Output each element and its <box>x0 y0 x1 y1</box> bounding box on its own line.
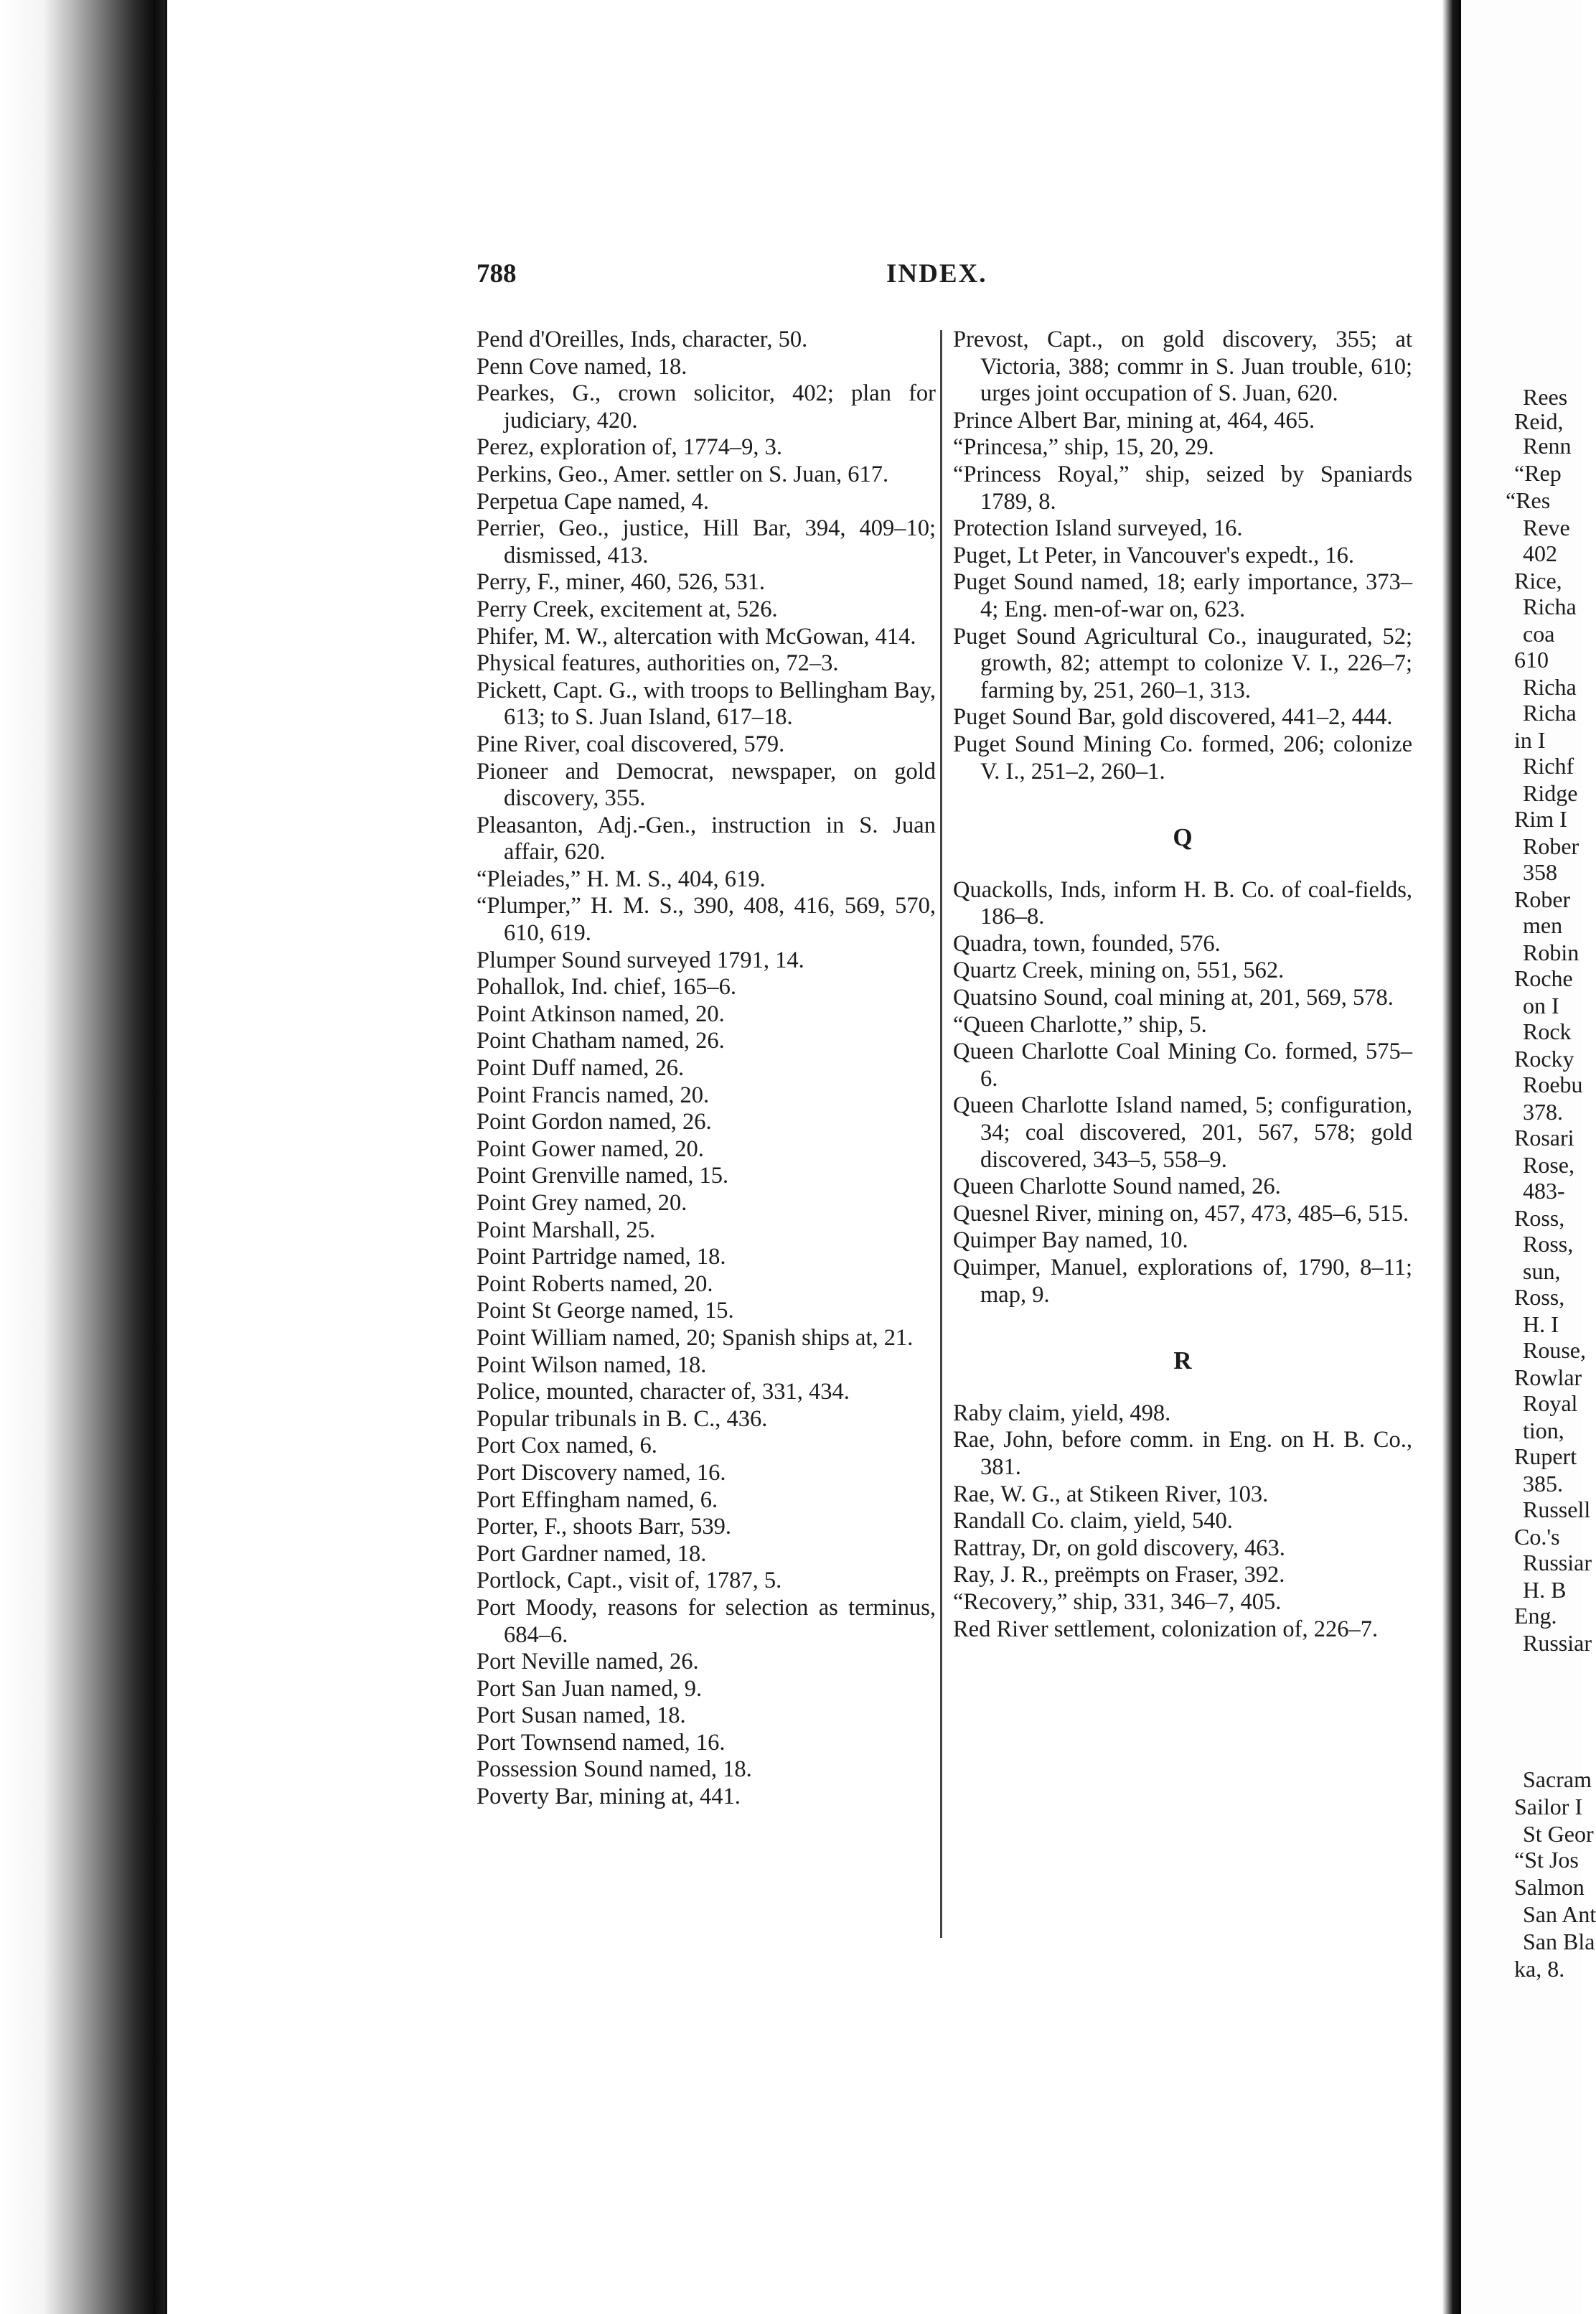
index-entry: Portlock, Capt., visit of, 1787, 5. <box>477 1568 782 1594</box>
index-entry: Ray, J. R., preëmpts on Fraser, 392. <box>953 1562 1285 1588</box>
adjacent-page-word: Salmon <box>1514 1874 1585 1900</box>
adjacent-page-word: Rowlar <box>1514 1364 1582 1390</box>
adjacent-page-word: coa <box>1523 621 1555 647</box>
adjacent-page-word: Reve <box>1523 515 1570 540</box>
adjacent-page-word: 483- <box>1523 1178 1565 1204</box>
index-entry: Queen Charlotte Island named, 5; configuration, 34; coal discovered, 201, 567, 578; gold discovered, 343–5, 558–9. <box>953 1092 1412 1173</box>
adjacent-page-word: H. I <box>1523 1311 1559 1337</box>
index-entry: Perrier, Geo., justice, Hill Bar, 394, 409–10; dismissed, 413. <box>477 515 936 568</box>
adjacent-page-word: Renn <box>1523 433 1572 459</box>
index-entry: Point Gower named, 20. <box>477 1135 704 1162</box>
adjacent-page-word: 385. <box>1523 1471 1563 1496</box>
adjacent-page-word: 402 <box>1523 540 1557 566</box>
adjacent-page-word: San Ant <box>1523 1901 1596 1927</box>
index-entry: Point Francis named, 20. <box>477 1082 710 1108</box>
index-entry: Point Grenville named, 15. <box>477 1163 729 1189</box>
adjacent-page-word: Rose, <box>1523 1152 1574 1178</box>
adjacent-page-word: “Res <box>1506 487 1551 513</box>
adjacent-page-word: Robin <box>1523 940 1579 965</box>
index-entry: Quartz Creek, mining on, 551, 562. <box>953 957 1285 984</box>
book-spine-shadow <box>0 0 165 2314</box>
adjacent-page-fragment <box>1461 0 1596 2314</box>
index-entry: Perkins, Geo., Amer. settler on S. Juan, 617. <box>477 461 889 487</box>
index-entry: Perry Creek, excitement at, 526. <box>477 596 778 622</box>
adjacent-page-word: Eng. <box>1514 1603 1557 1629</box>
adjacent-page-word: men <box>1523 912 1563 938</box>
index-entry: Poverty Bar, mining at, 441. <box>477 1784 741 1810</box>
section-letter-r: R <box>1173 1346 1192 1375</box>
index-entry: “Recovery,” ship, 331, 346–7, 405. <box>953 1588 1282 1615</box>
index-entry: Pleasanton, Adj.-Gen., instruction in S. Juan affair, 620. <box>477 812 936 866</box>
index-entry: “Pleiades,” H. M. S., 404, 619. <box>477 866 766 892</box>
adjacent-page-word: Ross, <box>1514 1284 1565 1310</box>
index-entry: Port Moody, reasons for selection as terminus, 684–6. <box>477 1594 936 1648</box>
index-entry: Port Discovery named, 16. <box>477 1459 726 1486</box>
index-entry: Red River settlement, colonization of, 226–7. <box>953 1616 1379 1642</box>
adjacent-page-word: “Rep <box>1514 460 1562 486</box>
index-entry: Quadra, town, founded, 576. <box>953 930 1221 957</box>
page-number: 788 <box>477 259 517 289</box>
index-entry: Plumper Sound surveyed 1791, 14. <box>477 947 804 973</box>
index-entry: Rae, John, before comm. in Eng. on H. B. Co., 381. <box>953 1427 1412 1480</box>
index-entry: Port San Juan named, 9. <box>477 1675 703 1702</box>
index-entry: Prince Albert Bar, mining at, 464, 465. <box>953 407 1315 434</box>
adjacent-page-word: Co.'s <box>1514 1524 1560 1550</box>
index-entry: Quimper Bay named, 10. <box>953 1227 1188 1254</box>
index-entry: Puget Sound named, 18; early importance, 373–4; Eng. men-of-war on, 623. <box>953 569 1412 622</box>
adjacent-page-word: Reid, <box>1514 408 1564 434</box>
index-column-right <box>953 327 1412 1643</box>
adjacent-page-word: ka, 8. <box>1514 1956 1565 1982</box>
index-entry: Queen Charlotte Sound named, 26. <box>953 1174 1281 1200</box>
index-entry: Phifer, M. W., altercation with McGowan, 414. <box>477 623 916 650</box>
adjacent-page-word: Rock <box>1523 1018 1572 1044</box>
index-entry: Possession Sound named, 18. <box>477 1756 752 1783</box>
adjacent-page-word: Ross, <box>1523 1231 1574 1257</box>
adjacent-page-word: Rober <box>1514 886 1571 912</box>
section-letter-q: Q <box>1173 823 1193 852</box>
index-entry: Puget, Lt Peter, in Vancouver's expedt., 16. <box>953 542 1355 568</box>
index-entry: Port Cox named, 6. <box>477 1433 657 1459</box>
index-entry: Point Duff named, 26. <box>477 1055 685 1082</box>
running-head: INDEX. <box>886 259 987 289</box>
index-entry: Penn Cove named, 18. <box>477 353 687 380</box>
index-entry: Rattray, Dr, on gold discovery, 463. <box>953 1535 1285 1561</box>
adjacent-page-word: Richa <box>1523 700 1577 726</box>
index-entry: Point Chatham named, 26. <box>477 1028 725 1054</box>
adjacent-page-word: Royal <box>1523 1390 1578 1416</box>
adjacent-page-word: Richf <box>1523 753 1574 779</box>
adjacent-page-word: Richa <box>1523 594 1577 619</box>
adjacent-page-word: tion, <box>1523 1418 1564 1443</box>
index-entry: Point Roberts named, 20. <box>477 1270 713 1297</box>
index-entry: Puget Sound Mining Co. formed, 206; colonize V. I., 251–2, 260–1. <box>953 731 1412 784</box>
adjacent-page-word: on I <box>1523 993 1559 1018</box>
index-entry: Physical features, authorities on, 72–3. <box>477 650 839 677</box>
adjacent-page-word: Rice, <box>1514 568 1562 594</box>
index-entry: Protection Island surveyed, 16. <box>953 515 1243 542</box>
index-entry: Quimper, Manuel, explorations of, 1790, 8–11; map, 9. <box>953 1255 1412 1308</box>
adjacent-page-word: Sacram <box>1523 1766 1592 1792</box>
adjacent-page-word: Rees <box>1523 384 1568 410</box>
adjacent-page-word: Rim I <box>1514 806 1567 832</box>
adjacent-page-word: in I <box>1514 727 1546 753</box>
adjacent-page-word: Roebu <box>1523 1072 1583 1097</box>
index-entry: Point St George named, 15. <box>477 1298 734 1324</box>
index-entry: Police, mounted, character of, 331, 434. <box>477 1379 850 1405</box>
index-entry: Port Susan named, 18. <box>477 1702 686 1729</box>
adjacent-page-word: San Bla <box>1523 1929 1595 1954</box>
adjacent-page-word: 610 <box>1514 647 1549 673</box>
adjacent-page-word: Rober <box>1523 833 1579 859</box>
adjacent-page-word: St Geor <box>1523 1821 1594 1847</box>
adjacent-page-word: Rocky <box>1514 1046 1574 1072</box>
index-entry: Pickett, Capt. G., with troops to Bellingham Bay, 613; to S. Juan Island, 617–18. <box>477 677 936 731</box>
index-entry: Perpetua Cape named, 4. <box>477 488 709 515</box>
adjacent-page-word: H. B <box>1523 1577 1567 1603</box>
index-entry: Quesnel River, mining on, 457, 473, 485–6, 515. <box>953 1200 1409 1227</box>
index-entry: Port Gardner named, 18. <box>477 1540 707 1567</box>
index-entry: “Princess Royal,” ship, seized by Spaniards 1789, 8. <box>953 461 1412 515</box>
index-entry: Quatsino Sound, coal mining at, 201, 569, 578. <box>953 985 1394 1011</box>
index-entry: Prevost, Capt., on gold discovery, 355; at Victoria, 388; commr in S. Juan trouble, 610; urges joint occupation of S. Juan, 620. <box>953 327 1412 407</box>
index-entry: “Queen Charlotte,” ship, 5. <box>953 1011 1207 1038</box>
index-entry: Raby claim, yield, 498. <box>953 1400 1171 1426</box>
index-entry: Popular tribunals in B. C., 436. <box>477 1405 768 1432</box>
page-gutter-shadow <box>1442 0 1461 2314</box>
adjacent-page-word: Russiar <box>1523 1630 1592 1656</box>
index-column-left <box>477 327 936 1811</box>
index-entry: Puget Sound Bar, gold discovered, 441–2, 444. <box>953 704 1393 731</box>
index-entry: Rae, W. G., at Stikeen River, 103. <box>953 1481 1269 1507</box>
index-entry: Pend d'Oreilles, Inds, character, 50. <box>477 327 808 352</box>
index-entry: Point Atkinson named, 20. <box>477 1001 725 1027</box>
index-entry: Porter, F., shoots Barr, 539. <box>477 1514 731 1540</box>
adjacent-page-word: 358 <box>1523 859 1557 885</box>
index-entry: Pine River, coal discovered, 579. <box>477 731 785 757</box>
index-entry: Pohallok, Ind. chief, 165–6. <box>477 974 736 1001</box>
index-entry: Point William named, 20; Spanish ships at, 21. <box>477 1324 914 1351</box>
index-entry: Pearkes, G., crown solicitor, 402; plan for judiciary, 420. <box>477 380 936 434</box>
index-entry: Randall Co. claim, yield, 540. <box>953 1508 1233 1535</box>
adjacent-page-word: Russiar <box>1523 1550 1592 1575</box>
index-entry: Point Wilson named, 18. <box>477 1352 707 1378</box>
index-entry: Puget Sound Agricultural Co., inaugurated, 52; growth, 82; attempt to colonize V. I., 226–7; farming by, 251, 260–1, 313. <box>953 623 1412 703</box>
index-entry: “Plumper,” H. M. S., 390, 408, 416, 569, 570, 610, 619. <box>477 893 936 947</box>
adjacent-page-word: Ross, <box>1514 1205 1565 1231</box>
index-entry: Port Neville named, 26. <box>477 1649 699 1675</box>
column-divider <box>940 330 942 1938</box>
adjacent-page-word: “St Jos <box>1514 1847 1579 1873</box>
index-entry: Port Effingham named, 6. <box>477 1486 718 1513</box>
index-entry: Pioneer and Democrat, newspaper, on gold discovery, 355. <box>477 758 936 812</box>
index-entry: Port Townsend named, 16. <box>477 1729 726 1756</box>
adjacent-page-word: Russell <box>1523 1496 1591 1522</box>
adjacent-page-word: Richa <box>1523 674 1577 700</box>
adjacent-page-word: 378. <box>1523 1099 1563 1125</box>
adjacent-page-word: sun, <box>1523 1258 1561 1284</box>
index-entry: Point Grey named, 20. <box>477 1190 687 1216</box>
index-entry: Point Partridge named, 18. <box>477 1244 726 1270</box>
index-entry: Perez, exploration of, 1774–9, 3. <box>477 434 783 461</box>
index-entry: “Princesa,” ship, 15, 20, 29. <box>953 434 1214 461</box>
adjacent-page-word: Rosari <box>1514 1125 1574 1151</box>
index-entry: Quackolls, Inds, inform H. B. Co. of coal-fields, 186–8. <box>953 876 1412 930</box>
index-entry: Perry, F., miner, 460, 526, 531. <box>477 569 766 596</box>
adjacent-page-word: Rouse, <box>1523 1337 1586 1363</box>
index-entry: Point Marshall, 25. <box>477 1217 656 1243</box>
adjacent-page-word: Roche <box>1514 965 1573 991</box>
adjacent-page-word: Sailor I <box>1514 1794 1583 1819</box>
adjacent-page-word: Rupert <box>1514 1443 1577 1469</box>
index-entry: Point Gordon named, 26. <box>477 1109 712 1135</box>
adjacent-page-word: Ridge <box>1523 780 1578 806</box>
index-entry: Queen Charlotte Coal Mining Co. formed, 575–6. <box>953 1039 1412 1092</box>
